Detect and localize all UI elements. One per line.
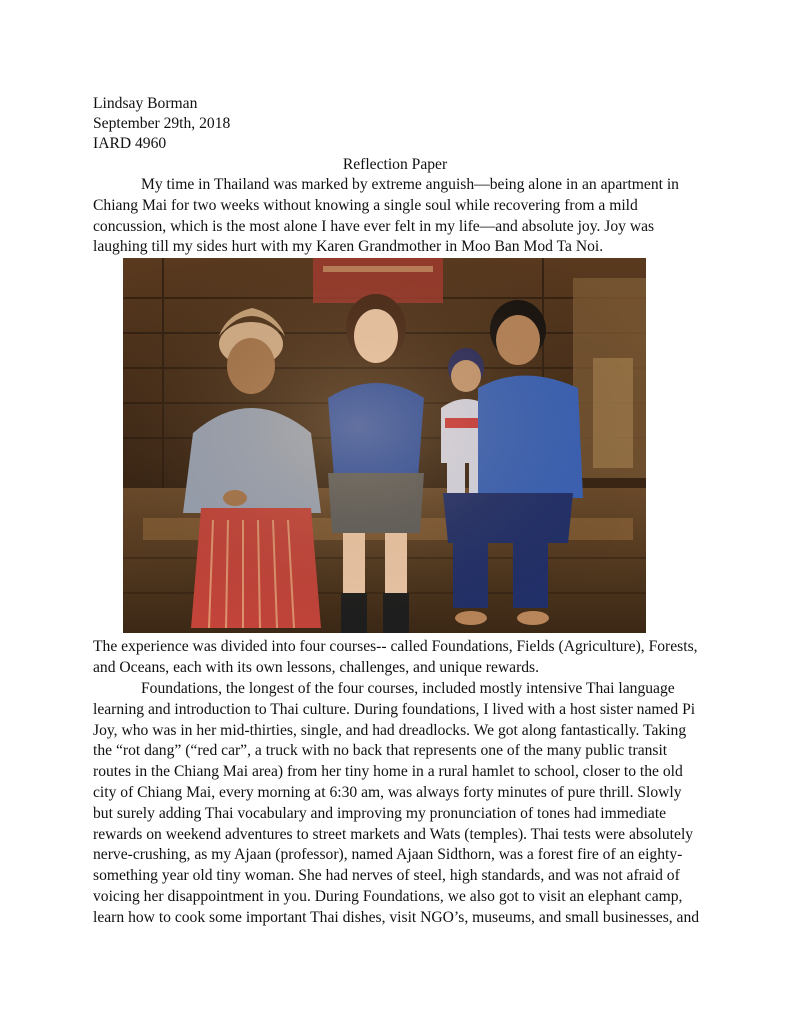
author-name: Lindsay Borman [93,95,198,112]
paragraph-foundations [93,679,700,929]
text-line: the “rot dang” (“red car”, a truck with no back that represents one of the many public transit [93,742,668,760]
paper-date: September 29th, 2018 [93,115,231,132]
text-line: voicing her disappointment in you. During Foundations, we also got to visit an elephant camp, [93,887,683,905]
text-line: learning and introduction to Thai culture. During foundations, I lived with a host sister named Pi [93,700,696,718]
host-family-photo [123,258,646,633]
text-line: rewards on weekend adventures to street markets and Wats (temples). Thai tests were absolutely [93,825,694,843]
text-line: Joy, who was in her mid-thirties, single, and had dreadlocks. We got along fantastically. Taking [93,721,687,739]
text-line: something year old tiny woman. She had nerves of steel, high standards, and was not afraid of [93,867,680,885]
text-line: laughing till my sides hurt with my Karen Grandmother in Moo Ban Mod Ta Noi. [93,238,604,256]
text-line: learn how to cook some important Thai dishes, visit NGO’s, museums, and small businesses, and [93,908,700,926]
paper-title: Reflection Paper [342,156,448,173]
text-line: but surely adding Thai vocabulary and improving my pronunciation of tones had immediate [93,804,667,822]
course-code: IARD 4960 [93,135,167,152]
paragraph-intro [93,175,697,258]
text-line: city of Chiang Mai, every morning at 6:30 am, was always forty minutes of pure thrill. Slowly [93,783,682,801]
text-line: and Oceans, each with its own lessons, challenges, and unique rewards. [93,658,540,676]
text-line: Chiang Mai for two weeks without knowing a single soul while recovering from a mild [93,196,638,214]
text-line: nerve-crushing, as my Ajaan (professor), named Ajaan Sidthorn, was a forest fire of an eighty- [93,846,683,864]
paragraph-courses [93,637,697,679]
text-line: Foundations, the longest of the four courses, included mostly intensive Thai language [141,680,675,697]
text-line: concussion, which is the most alone I have ever felt in my life—and absolute joy. Joy was [93,217,655,235]
text-line: My time in Thailand was marked by extreme anguish—being alone in an apartment in [141,176,679,193]
text-line: The experience was divided into four courses-- called Foundations, Fields (Agriculture), Forests, [93,638,698,655]
text-line: routes in the Chiang Mai area) from her tiny home in a rural hamlet to school, closer to the old [93,763,683,781]
